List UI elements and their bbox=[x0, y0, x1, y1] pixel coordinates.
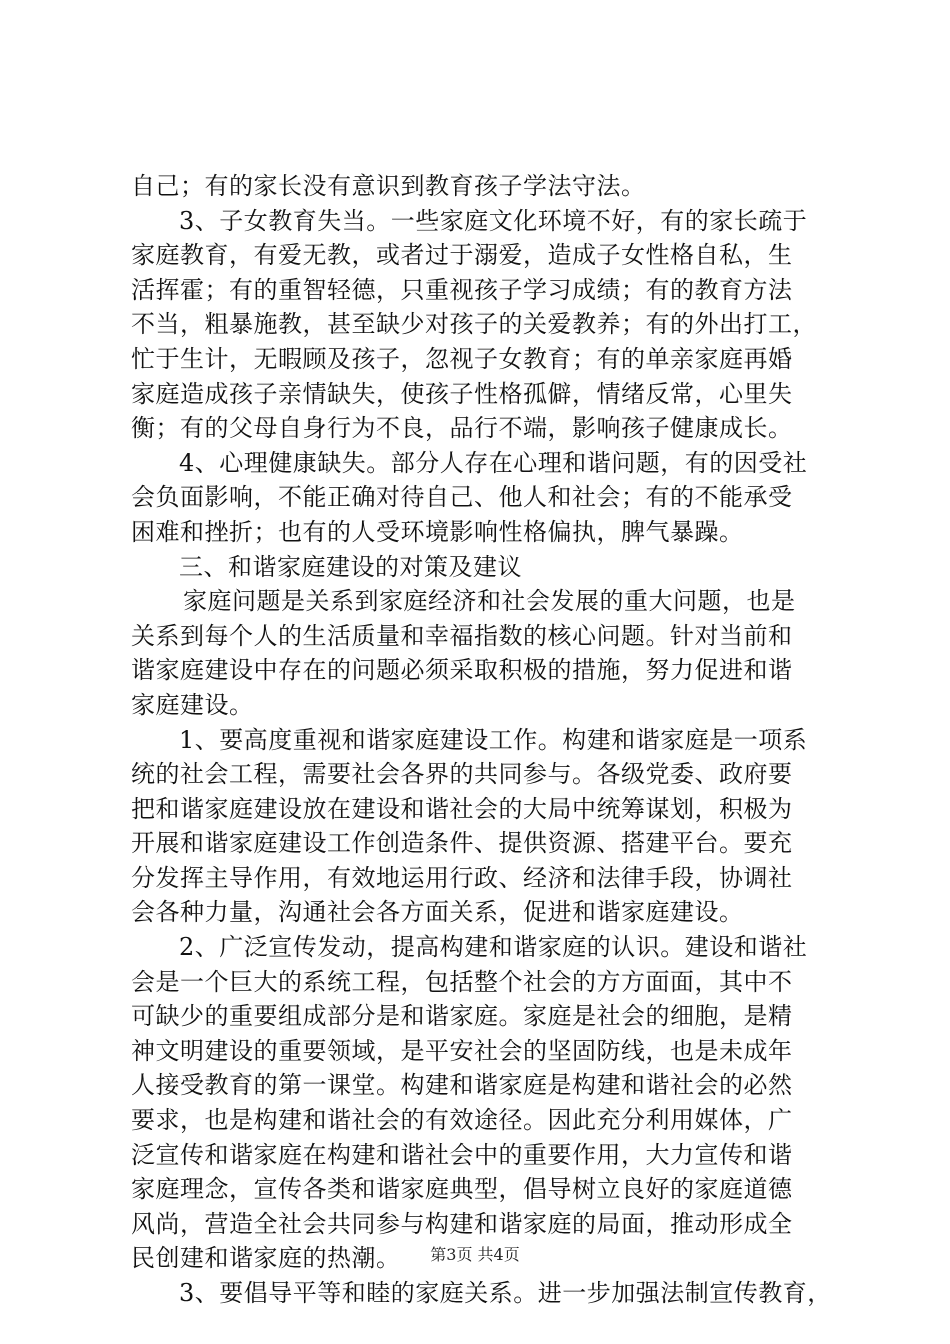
text-line: 关系到每个人的生活质量和幸福指数的核心问题。针对当前和 bbox=[131, 621, 793, 650]
text-line: 家庭造成孩子亲情缺失，使孩子性格孤僻，情绪反常，心里失 bbox=[131, 379, 793, 408]
text-line: 4、心理健康缺失。部分人存在心理和谐问题，有的因受社 bbox=[179, 448, 808, 477]
text-line: 风尚，营造全社会共同参与构建和谐家庭的局面，推动形成全 bbox=[131, 1209, 793, 1238]
text-line: 活挥霍；有的重智轻德，只重视孩子学习成绩；有的教育方法 bbox=[131, 275, 793, 304]
text-line: 民创建和谐家庭的热潮。 bbox=[131, 1244, 401, 1273]
text-line: 开展和谐家庭建设工作创造条件、提供资源、搭建平台。要充 bbox=[131, 829, 793, 858]
page-footer: 第3页 共4页 bbox=[430, 1245, 520, 1264]
text-line: 把和谐家庭建设放在建设和谐社会的大局中统筹谋划，积极为 bbox=[131, 794, 793, 823]
text-line: 3、子女教育失当。一些家庭文化环境不好，有的家长疏于 bbox=[179, 206, 808, 235]
text-line: 会负面影响，不能正确对待自己、他人和社会；有的不能承受 bbox=[131, 483, 793, 512]
text-line: 不当，粗暴施教，甚至缺少对孩子的关爱教养；有的外出打工， bbox=[131, 310, 817, 339]
text-line: 统的社会工程，需要社会各界的共同参与。各级党委、政府要 bbox=[131, 760, 793, 789]
text-line: 三、和谐家庭建设的对策及建议 bbox=[179, 552, 522, 581]
text-line: 2、广泛宣传发动，提高构建和谐家庭的认识。建设和谐社 bbox=[179, 933, 808, 962]
text-line: 忙于生计，无暇顾及孩子，忽视子女教育；有的单亲家庭再婚 bbox=[131, 344, 793, 373]
text-line: 衡；有的父母自身行为不良，品行不端，影响孩子健康成长。 bbox=[131, 414, 793, 443]
text-line: 人接受教育的第一课堂。构建和谐家庭是构建和谐社会的必然 bbox=[131, 1071, 793, 1100]
text-line: 分发挥主导作用，有效地运用行政、经济和法律手段，协调社 bbox=[131, 863, 793, 892]
text-line: 神文明建设的重要领域，是平安社会的坚固防线，也是未成年 bbox=[131, 1036, 793, 1065]
text-line: 3、要倡导平等和睦的家庭关系。进一步加强法制宣传教育， bbox=[179, 1279, 832, 1307]
text-line: 1、要高度重视和谐家庭建设工作。构建和谐家庭是一项系 bbox=[179, 725, 808, 754]
text-line: 困难和挫折；也有的人受环境影响性格偏执，脾气暴躁。 bbox=[131, 517, 744, 546]
text-line: 会是一个巨大的系统工程，包括整个社会的方方面面，其中不 bbox=[131, 967, 793, 996]
text-line: 会各种力量，沟通社会各方面关系，促进和谐家庭建设。 bbox=[131, 898, 744, 927]
text-line: 自己；有的家长没有意识到教育孩子学法守法。 bbox=[131, 172, 646, 200]
text-line: 泛宣传和谐家庭在构建和谐社会中的重要作用，大力宣传和谐 bbox=[131, 1140, 793, 1169]
text-line: 可缺少的重要组成部分是和谐家庭。家庭是社会的细胞，是精 bbox=[131, 1002, 793, 1031]
text-line: 家庭建设。 bbox=[131, 690, 254, 719]
text-line: 家庭教育，有爱无教，或者过于溺爱，造成子女性格自私，生 bbox=[131, 241, 793, 270]
text-line: 要求，也是构建和谐社会的有效途径。因此充分利用媒体，广 bbox=[131, 1106, 793, 1135]
body-text bbox=[131, 169, 843, 1311]
text-line: 谐家庭建设中存在的问题必须采取积极的措施，努力促进和谐 bbox=[131, 656, 793, 685]
text-line: 家庭理念，宣传各类和谐家庭典型，倡导树立良好的家庭道德 bbox=[131, 1175, 793, 1204]
text-line: 家庭问题是关系到家庭经济和社会发展的重大问题，也是 bbox=[183, 587, 796, 616]
